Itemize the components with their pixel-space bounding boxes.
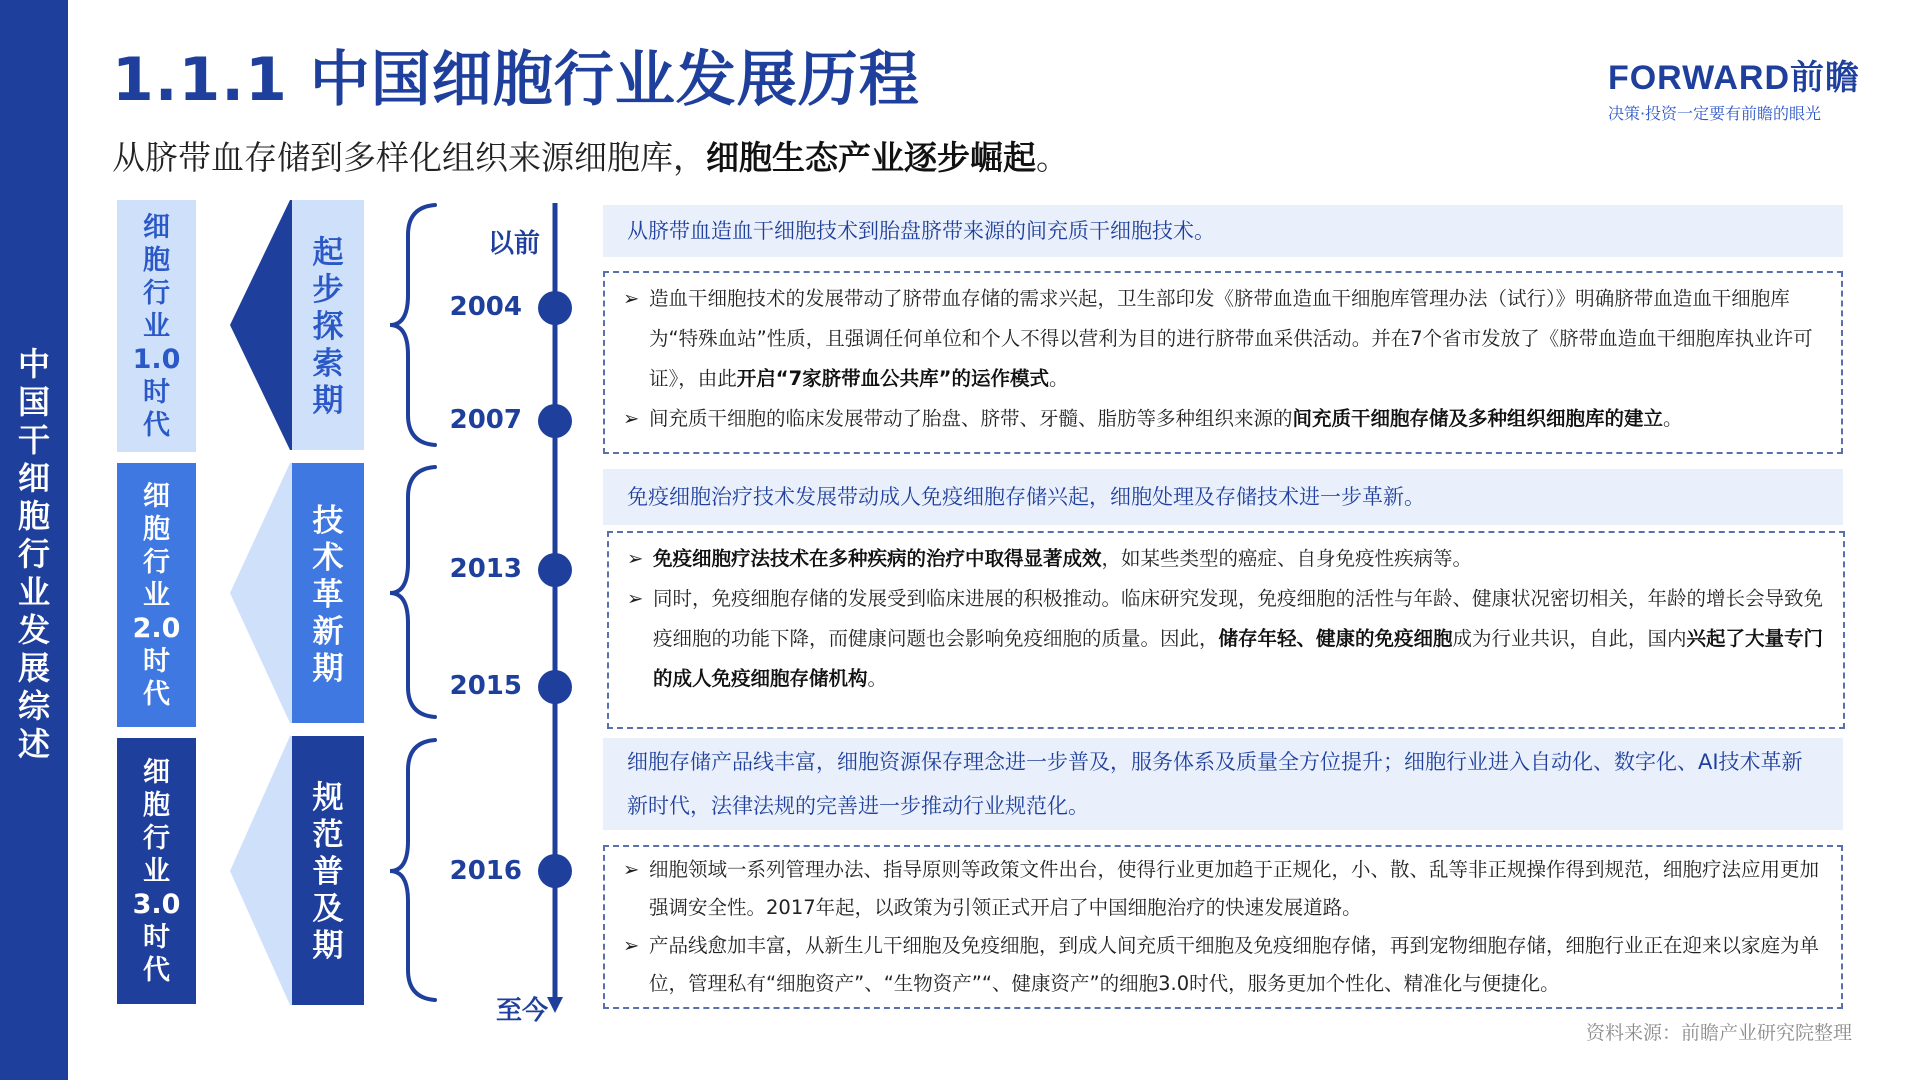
detail-bold: 开启“7家脐带血公共库”的运作模式	[736, 367, 1049, 390]
detail-box-2	[607, 531, 1845, 729]
phase-3-arrow	[230, 736, 292, 1005]
era-1-label	[117, 200, 196, 452]
timeline-dot-2015	[538, 670, 572, 704]
detail-bold: 储存年轻、健康的免疫细胞	[1218, 627, 1453, 650]
phase-2-arrow	[230, 463, 292, 723]
timeline-end-label: 至今	[495, 996, 548, 1026]
sidebar-char: 业	[17, 573, 50, 611]
bullet-arrow-icon: ➢	[623, 287, 640, 310]
summary-box-2: 免疫细胞治疗技术发展带动成人免疫细胞存储兴起，细胞处理及存储技术进一步革新。	[603, 469, 1843, 525]
sidebar-char: 干	[17, 421, 50, 459]
timeline-start-label: 以前	[487, 229, 540, 259]
bullet-arrow-icon: ➢	[623, 858, 640, 881]
page-title: 1.1.1 中国细胞行业发展历程	[112, 45, 920, 115]
timeline-dot-2013	[538, 553, 572, 587]
phase-2-label	[292, 468, 364, 723]
era-char: 代	[143, 409, 170, 441]
phase-1-label	[292, 205, 364, 450]
detail-list-item	[619, 279, 1827, 399]
detail-text: 造血干细胞技术的发展带动了脐带血存储的需求兴起，卫生部印发《脐带血造血干细胞库管理办法（试行）》明确脐带血造血干细胞库为“特殊血站”性质，且强调任何单位和个人不得以营利为目的进行脐带血采供活动。并在7个省市发放了《脐带血造血干细胞库执业许可证》，由此	[649, 287, 1813, 390]
sidebar-char: 胞	[17, 497, 50, 535]
sidebar	[0, 0, 68, 1080]
era-char: 胞	[143, 244, 170, 276]
logo-word-en: FORWARD	[1607, 59, 1790, 97]
detail-list-item	[623, 579, 1829, 699]
sidebar-char: 述	[17, 725, 50, 763]
sidebar-char: 国	[17, 383, 50, 421]
detail-bold: 间充质干细胞存储及多种组织细胞库的建立	[1292, 407, 1664, 430]
era-char: 细	[143, 480, 170, 512]
subtitle	[112, 132, 1069, 179]
phase-char: 范	[312, 816, 344, 853]
era-char: 时	[143, 645, 170, 677]
detail-text: 。	[1048, 367, 1069, 390]
phase-1-arrow	[230, 200, 292, 450]
era-char: 2.0	[132, 612, 181, 644]
era-char: 业	[143, 310, 170, 342]
logo-wordmark	[1608, 50, 1860, 99]
detail-box-1	[603, 271, 1843, 454]
phase-char: 索	[312, 346, 344, 382]
detail-text: 间充质干细胞的临床发展带动了胎盘、脐带、牙髓、脂肪等多种组织来源的	[649, 407, 1293, 430]
phase-char: 术	[312, 540, 344, 576]
phase-char: 革	[312, 577, 344, 613]
brand-logo	[1608, 50, 1860, 124]
sidebar-char: 发	[17, 611, 50, 649]
era-char: 细	[143, 211, 170, 243]
sidebar-char: 展	[17, 649, 50, 687]
detail-text: ，如某些类型的癌症、自身免疫性疾病等。	[1101, 547, 1473, 570]
detail-text: 产品线愈加丰富，从新生儿干细胞及免疫细胞，到成人间充质干细胞及免疫细胞存储，再到宠物细胞存储，细胞行业正在迎来以家庭为单位，管理私有“细胞资产”、“生物资产”“、健康资产”的细胞3.0时代，服务更加个性化、精准化与便捷化。	[649, 934, 1820, 995]
era-char: 胞	[143, 513, 170, 545]
era-char: 胞	[143, 789, 170, 821]
phase-3-label	[292, 742, 364, 1002]
detail-list-item	[619, 399, 1827, 439]
year-label-2013: 2013	[449, 554, 522, 584]
era-char: 1.0	[132, 343, 181, 375]
bullet-arrow-icon: ➢	[623, 934, 640, 957]
era-char: 代	[143, 954, 170, 986]
year-label-2004: 2004	[449, 292, 522, 322]
phase-char: 起	[312, 235, 344, 271]
phase-char: 及	[312, 890, 344, 927]
phase-char: 普	[312, 853, 344, 890]
timeline-dot-2004	[538, 291, 572, 325]
year-label-2015: 2015	[449, 671, 522, 701]
year-label-2007: 2007	[449, 405, 522, 435]
timeline-dot-2007	[538, 404, 572, 438]
detail-text: 细胞领域一系列管理办法、指导原则等政策文件出台，使得行业更加趋于正规化，小、散、乱等非正规操作得到规范，细胞疗法应用更加强调安全性。2017年起，以政策为引领正式开启了中国细胞治疗的快速发展道路。	[649, 858, 1820, 919]
detail-list-item	[619, 851, 1827, 927]
phase-char: 规	[312, 779, 344, 816]
detail-text: 成为行业共识，自此，国内	[1452, 627, 1687, 650]
subtitle-normal: 从脐带血存储到多样化组织来源细胞库，	[112, 138, 706, 177]
summary-box-1: 从脐带血造血干细胞技术到胎盘脐带来源的间充质干细胞技术。	[603, 205, 1843, 257]
era-char: 业	[143, 579, 170, 611]
timeline-arrowhead	[547, 997, 563, 1013]
sidebar-char: 中	[17, 345, 50, 383]
timeline-dot-2016	[538, 854, 572, 888]
phase-char: 期	[312, 383, 344, 419]
detail-text: 同时，免疫细胞存储的发展受到临床进展的积极推动。临床研究发现，免疫细胞的活性与年龄、健康状况密切相关，年龄的增长会导致免疫细胞的功能下降，而健康问题也会影响免疫细胞的质量。因此，	[653, 587, 1824, 650]
sidebar-char: 行	[17, 535, 50, 573]
sidebar-char: 综	[17, 687, 50, 725]
phase-char: 期	[312, 927, 344, 964]
detail-list-item	[619, 927, 1827, 1003]
bullet-arrow-icon: ➢	[623, 407, 640, 430]
detail-list-item	[623, 539, 1829, 579]
phase-char: 技	[312, 503, 344, 539]
phase-char: 新	[312, 614, 344, 650]
subtitle-end: 。	[1036, 138, 1069, 177]
logo-word-cn: 前瞻	[1790, 59, 1860, 97]
era-char: 时	[143, 921, 170, 953]
year-label-2016: 2016	[449, 856, 522, 886]
era-char: 细	[143, 756, 170, 788]
phase-char: 步	[312, 272, 344, 308]
sidebar-section-title	[0, 345, 68, 763]
detail-box-3	[603, 845, 1843, 1009]
era-char: 行	[143, 546, 170, 578]
era-char: 时	[143, 376, 170, 408]
detail-text: 。	[1663, 407, 1683, 430]
phase-char: 期	[312, 651, 344, 687]
era-char: 业	[143, 855, 170, 887]
detail-bold: 免疫细胞疗法技术在多种疾病的治疗中取得显著成效	[653, 547, 1102, 570]
detail-text: 。	[867, 667, 888, 690]
sidebar-char: 细	[17, 459, 50, 497]
detail-bold: 兴起了大量专门的成人免疫细胞存储机构	[653, 627, 1824, 690]
era-2-label	[117, 463, 196, 727]
subtitle-bold: 细胞生态产业逐步崛起	[706, 138, 1036, 177]
bullet-arrow-icon: ➢	[627, 547, 644, 570]
logo-tagline: 决策·投资一定要有前瞻的眼光	[1607, 104, 1822, 123]
era-char: 行	[143, 822, 170, 854]
bullet-arrow-icon: ➢	[627, 587, 644, 610]
summary-box-3: 细胞存储产品线丰富，细胞资源保存理念进一步普及，服务体系及质量全方位提升；细胞行业进入自动化、数字化、AI技术革新新时代，法律法规的完善进一步推动行业规范化。	[603, 738, 1843, 830]
era-char: 代	[143, 678, 170, 710]
era-3-label	[117, 738, 196, 1004]
era-char: 行	[143, 277, 170, 309]
era-char: 3.0	[132, 888, 181, 920]
source-note: 资料来源：前瞻产业研究院整理	[1585, 1022, 1852, 1044]
phase-char: 探	[312, 309, 344, 345]
